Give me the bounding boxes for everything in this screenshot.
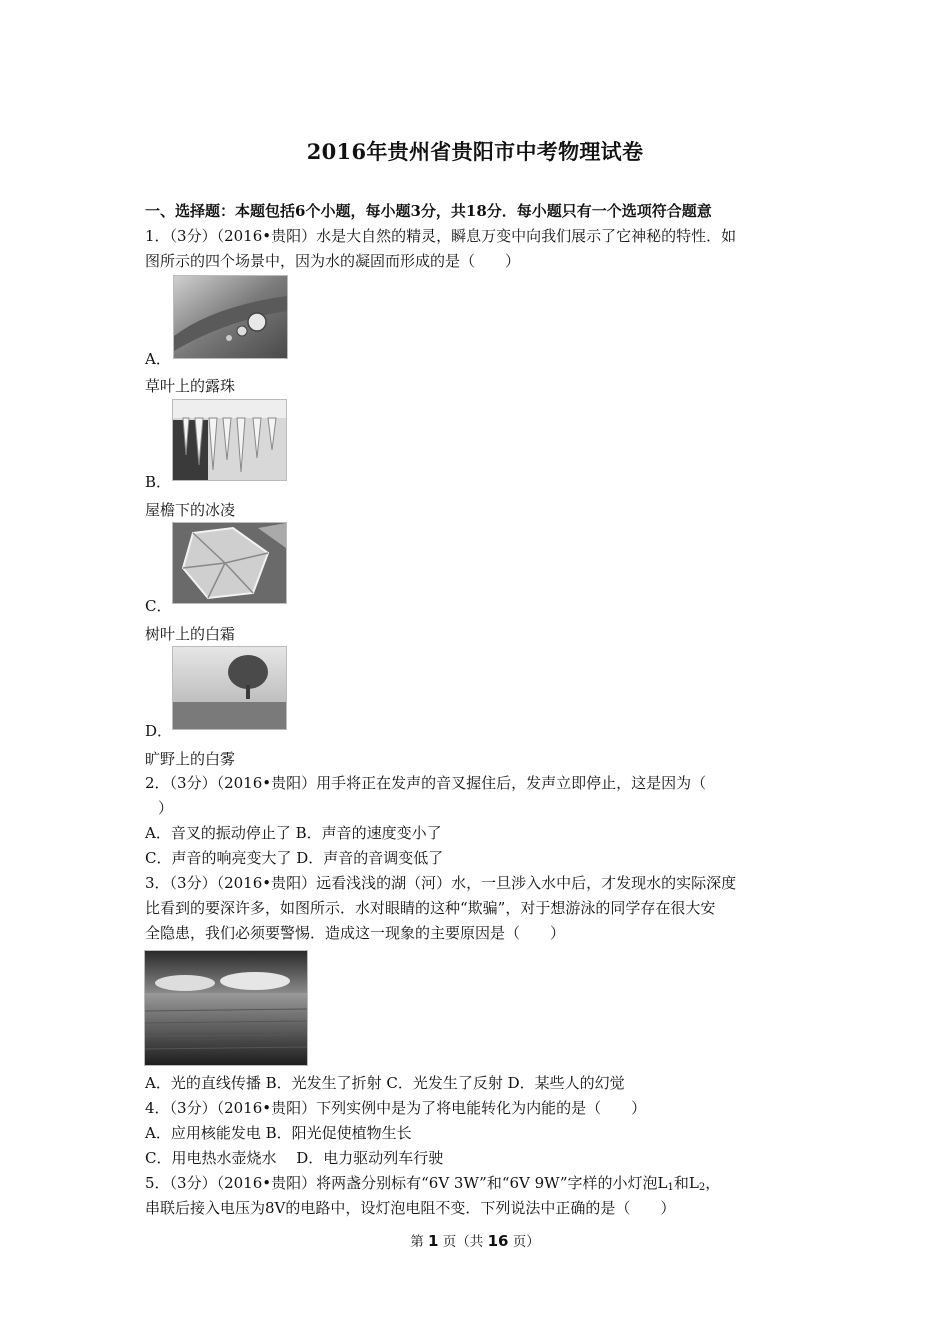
q5-sub-2: 2 bbox=[698, 1182, 706, 1193]
q1-option-b-label: B． bbox=[145, 473, 172, 491]
q2-options-cd: C．声音的响亮变大了 D．声音的音调变低了 bbox=[145, 849, 444, 867]
footer-post: 页） bbox=[508, 1234, 540, 1250]
q4-options-ab: A．应用核能发电 B．阳光促使植物生长 bbox=[145, 1124, 412, 1142]
q1-stem-line1: 1．（3分）（2016•贵阳）水是大自然的精灵，瞬息万变中向我们展示了它神秘的特性．如 bbox=[145, 227, 737, 245]
q5-sub-1: 1 bbox=[667, 1182, 674, 1193]
page-footer bbox=[0, 1230, 950, 1250]
q2-stem-line1: 2．（3分）（2016•贵阳）用手将正在发声的音叉握住后，发声立即停止，这是因为（ bbox=[145, 774, 707, 792]
q1-stem-line2: 图所示的四个场景中，因为水的凝固而形成的是（ ） bbox=[145, 252, 521, 270]
q5-stem-line1 bbox=[145, 1173, 720, 1198]
q4-options-cd: C．用电热水壶烧水 D．电力驱动列车行驶 bbox=[145, 1149, 444, 1167]
frost-leaf-image bbox=[172, 522, 287, 604]
q2-stem-line2: ） bbox=[158, 799, 174, 817]
page-title: 2016年贵州省贵阳市中考物理试卷 bbox=[306, 139, 644, 164]
q3-stem-line1: 3．（3分）（2016•贵阳）远看浅浅的湖（河）水，一旦涉入水中后，才发现水的实际深度 bbox=[145, 874, 737, 892]
q3-options: A．光的直线传播 B．光发生了折射 C．光发生了反射 D．某些人的幻觉 bbox=[145, 1074, 625, 1092]
q4-stem: 4．（3分）（2016•贵阳）下列实例中是为了将电能转化为内能的是（ ） bbox=[145, 1099, 647, 1117]
footer-mid: 页（共 bbox=[438, 1234, 488, 1250]
q5-text-c: ， bbox=[705, 1174, 721, 1192]
q5-stem-line2: 串联后接入电压为8V的电路中，设灯泡电阻不变．下列说法中正确的是（ ） bbox=[145, 1199, 676, 1217]
q3-stem-line2: 比看到的要深许多，如图所示．水对眼睛的这种“欺骗”，对于想游泳的同学存在很大安 bbox=[145, 899, 716, 917]
footer-total-pages: 16 bbox=[487, 1232, 509, 1250]
lake-image bbox=[144, 950, 308, 1066]
q1-option-a-caption: 草叶上的露珠 bbox=[145, 377, 236, 395]
q1-option-c-label: C． bbox=[145, 597, 172, 615]
q5-text-a: 5．（3分）（2016•贵阳）将两盏分别标有“6V 3W”和“6V 9W”字样的小灯泡L bbox=[145, 1174, 668, 1192]
footer-page-number: 1 bbox=[428, 1232, 439, 1250]
section-heading: 一、选择题：本题包括6个小题，每小题3分，共18分．每小题只有一个选项符合题意 bbox=[145, 202, 712, 220]
footer-pre: 第 bbox=[410, 1234, 429, 1250]
icicle-image bbox=[172, 399, 287, 481]
q1-option-d-label: D． bbox=[145, 722, 173, 740]
q1-option-c-caption: 树叶上的白霜 bbox=[145, 625, 236, 643]
q5-text-b: 和L bbox=[673, 1174, 699, 1192]
q1-option-d-caption: 旷野上的白雾 bbox=[145, 750, 236, 768]
fog-image bbox=[172, 646, 287, 730]
q3-stem-line3: 全隐患，我们必须要警惕．造成这一现象的主要原因是（ ） bbox=[145, 924, 566, 942]
dewdrop-image bbox=[173, 275, 288, 359]
q1-option-a-label: A． bbox=[145, 350, 171, 368]
q1-option-b-caption: 屋檐下的冰凌 bbox=[145, 501, 236, 519]
q2-options-ab: A．音叉的振动停止了 B．声音的速度变小了 bbox=[145, 824, 442, 842]
